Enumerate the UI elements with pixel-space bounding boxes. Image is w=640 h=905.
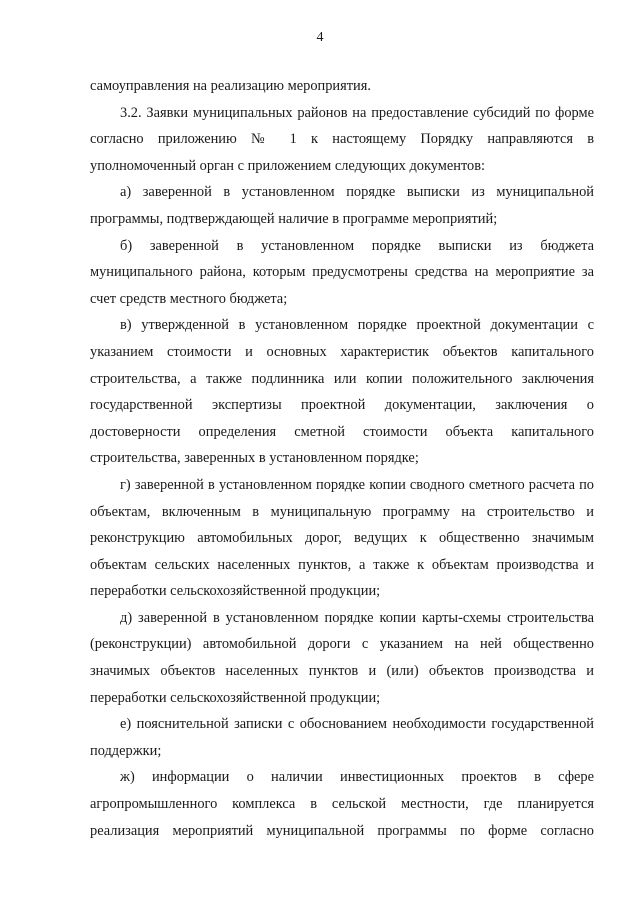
list-item-v: в) утвержденной в установленном порядке проектной документации с указанием стоимости и основных характеристик объектов капитального строительства, а также подлинника или копии положительного заключения государственной экспертизы проектной документации, заключения о достоверности определения сметной стоимости объекта капитального строительства, заверенных в установленном порядке; bbox=[90, 317, 594, 467]
paragraph-continuation: самоуправления на реализацию мероприятия. bbox=[90, 78, 371, 94]
list-item-g: г) заверенной в установленном порядке копии сводного сметного расчета по объектам, включенным в муниципальную программу на строительство и реконструкцию автомобильных дорог, ведущих к общественно значимым объектам сельских населенных пунктов, а также к объектам производства и переработки сельскохозяйственной продукции; bbox=[90, 476, 594, 600]
list-item-b: б) заверенной в установленном порядке выписки из бюджета муниципального района, которым предусмотрены средства на мероприятие за счет средств местного бюджета; bbox=[90, 237, 594, 307]
paragraph-3-2: 3.2. Заявки муниципальных районов на предоставление субсидий по форме согласно приложению № 1 к настоящему Порядку направляются в уполномоченный орган с приложением следующих документов: bbox=[90, 104, 594, 174]
list-item-zh: ж) информации о наличии инвестиционных проектов в сфере агропромышленного комплекса в сельской местности, где планируется реализация мероприятий муниципальной программы по форме согласно bbox=[90, 769, 594, 839]
list-item-a: а) заверенной в установленном порядке выписки из муниципальной программы, подтверждающей наличие в программе мероприятий; bbox=[90, 184, 594, 227]
list-item-e: е) пояснительной записки с обоснованием необходимости государственной поддержки; bbox=[90, 716, 594, 759]
page-number: 4 bbox=[316, 30, 324, 45]
list-item-d: д) заверенной в установленном порядке копии карты-схемы строительства (реконструкции) автомобильной дороги с указанием на ней общественно значимых объектов населенных пунктов и (или) объектов производства и переработки сельскохозяйственной продукции; bbox=[90, 609, 594, 706]
document-body bbox=[90, 73, 594, 844]
